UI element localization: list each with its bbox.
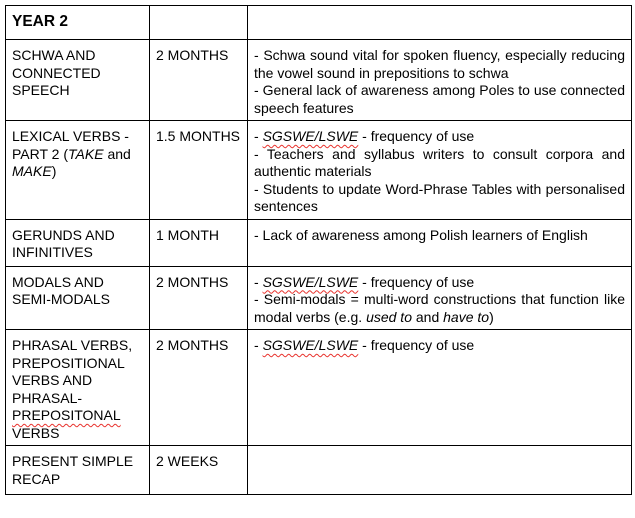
note-text: and bbox=[412, 308, 444, 325]
topic-line: VERBS AND bbox=[12, 372, 93, 388]
duration-cell: 1 MONTH bbox=[150, 219, 248, 266]
table-row bbox=[6, 330, 632, 446]
topic-cell: SCHWA AND CONNECTED SPEECH bbox=[6, 40, 150, 121]
note-prefix: - bbox=[254, 128, 263, 144]
note-prefix: - bbox=[254, 273, 263, 290]
notes-cell bbox=[248, 446, 632, 495]
note-text: - Semi-modals = multi-word constructions that function like modal verbs (e.g. bbox=[254, 291, 625, 325]
note-line: - Teachers and syllabus writers to consult corpora and authentic materials bbox=[254, 145, 625, 179]
topic-line: PHRASAL VERBS, bbox=[12, 337, 133, 353]
topic-line: PREPOSITIONAL bbox=[12, 354, 125, 371]
note-line bbox=[254, 337, 625, 355]
note-line: - Lack of awareness among Polish learners of English bbox=[254, 226, 588, 243]
note-text: ) bbox=[489, 308, 494, 325]
note-text: - frequency of use bbox=[358, 337, 475, 353]
topic-italic-make: MAKE bbox=[12, 163, 52, 179]
topic-cell: PRESENT SIMPLE RECAP bbox=[6, 446, 150, 495]
table-row bbox=[6, 266, 632, 330]
topic-cell bbox=[6, 330, 150, 446]
empty-header-cell bbox=[248, 6, 632, 40]
notes-cell bbox=[248, 40, 632, 121]
topic-cell: MODALS AND SEMI-MODALS bbox=[6, 266, 150, 330]
note-text: - frequency of use bbox=[358, 128, 475, 144]
topic-text: LEXICAL VERBS - PART 2 ( bbox=[12, 128, 129, 162]
duration-cell: 2 MONTHS bbox=[150, 330, 248, 446]
duration-cell: 2 MONTHS bbox=[150, 40, 248, 121]
corpus-reference: SGSWE/LSWE bbox=[262, 273, 359, 290]
example-have-to: have to bbox=[443, 308, 490, 325]
table-row bbox=[6, 121, 632, 220]
note-prefix: - bbox=[254, 337, 263, 353]
empty-header-cell bbox=[150, 6, 248, 40]
notes-cell bbox=[248, 121, 632, 220]
note-text: - frequency of use bbox=[358, 273, 475, 290]
note-line bbox=[254, 274, 625, 292]
duration-cell: 2 MONTHS bbox=[150, 266, 248, 330]
note-line: - Students to update Word-Phrase Tables with personalised sentences bbox=[254, 180, 625, 214]
table-row bbox=[6, 40, 632, 121]
topic-text: and bbox=[103, 145, 131, 162]
topic-line: PHRASAL- bbox=[12, 389, 83, 406]
topic-italic-take: TAKE bbox=[68, 145, 104, 162]
year-title: YEAR 2 bbox=[6, 6, 150, 40]
topic-cell: GERUNDS AND INFINITIVES bbox=[6, 219, 150, 266]
notes-cell bbox=[248, 330, 632, 446]
table-row bbox=[6, 219, 632, 266]
note-line bbox=[254, 128, 625, 146]
note-line: - Schwa sound vital for spoken fluency, especially reducing the vowel sound in prepositions to schwa bbox=[254, 47, 625, 81]
note-line: - General lack of awareness among Poles to use connected speech features bbox=[254, 82, 625, 116]
notes-cell bbox=[248, 266, 632, 330]
corpus-reference: SGSWE/LSWE bbox=[262, 337, 359, 353]
misspelled-word: PREPOSITONAL bbox=[12, 407, 121, 423]
corpus-reference: SGSWE/LSWE bbox=[262, 128, 359, 144]
table-row bbox=[6, 446, 632, 495]
example-used-to: used to bbox=[366, 308, 412, 325]
topic-line bbox=[12, 407, 143, 425]
topic-cell bbox=[6, 121, 150, 220]
topic-text: ) bbox=[51, 163, 57, 179]
syllabus-table bbox=[5, 5, 632, 495]
table-header-row bbox=[6, 6, 632, 40]
duration-cell: 2 WEEKS bbox=[150, 446, 248, 495]
notes-cell bbox=[248, 219, 632, 266]
duration-cell: 1.5 MONTHS bbox=[150, 121, 248, 220]
topic-line: VERBS bbox=[12, 424, 60, 441]
note-line bbox=[254, 291, 625, 326]
